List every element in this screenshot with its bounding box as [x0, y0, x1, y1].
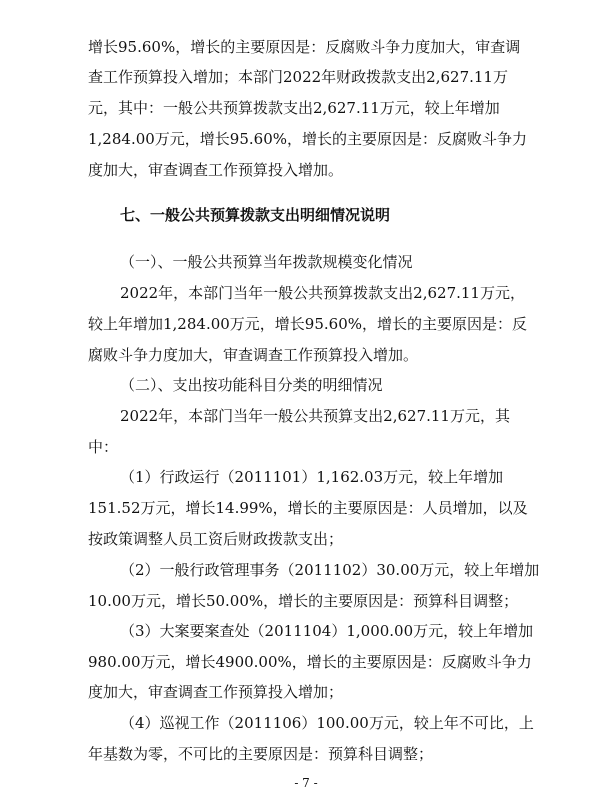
list-item: （4）巡视工作（2011106）100.00万元，较上年不可比，上 — [120, 714, 534, 732]
paragraph-line: 较上年增加1,284.00万元，增长95.60%，增长的主要原因是：反 — [88, 315, 527, 333]
paragraph-line: 2022年，本部门当年一般公共预算拨款支出2,627.11万元， — [120, 284, 525, 302]
paragraph-line: 度加大，审查调查工作预算投入增加。 — [88, 161, 344, 179]
paragraph-line: 增长95.60%，增长的主要原因是：反腐败斗争力度加大，审查调 — [88, 38, 521, 56]
list-item: （2）一般行政管理事务（2011102）30.00万元，较上年增加 — [120, 561, 540, 579]
paragraph-line: 元，其中：一般公共预算拨款支出2,627.11万元，较上年增加 — [88, 99, 500, 117]
paragraph-line: 980.00万元，增长4900.00%，增长的主要原因是：反腐败斗争力 — [88, 653, 532, 671]
subsection-heading: （二）、支出按功能科目分类的明细情况 — [120, 376, 383, 394]
paragraph-line: 2022年，本部门当年一般公共预算支出2,627.11万元，其 — [120, 407, 510, 425]
list-item: （1）行政运行（2011101）1,162.03万元，较上年增加 — [120, 468, 504, 486]
paragraph-line: 年基数为零，不可比的主要原因是：预算科目调整； — [88, 745, 434, 763]
section-heading: 七、一般公共预算拨款支出明细情况说明 — [120, 206, 391, 224]
subsection-heading: （一）、一般公共预算当年拨款规模变化情况 — [120, 253, 413, 271]
paragraph-line: 按政策调整人员工资后财政拨款支出； — [88, 530, 344, 548]
page-number: - 7 - — [294, 776, 318, 790]
list-item: （3）大案要案查处（2011104）1,000.00万元，较上年增加 — [120, 622, 534, 640]
paragraph-line: 查工作预算投入增加；本部门2022年财政拨款支出2,627.11万 — [88, 68, 508, 86]
paragraph-line: 151.52万元，增长14.99%，增长的主要原因是：人员增加，以及 — [88, 499, 528, 517]
paragraph-line: 度加大，审查调查工作预算投入增加； — [88, 683, 344, 701]
paragraph-line: 中： — [88, 438, 119, 456]
paragraph-line: 1,284.00万元，增长95.60%，增长的主要原因是：反腐败斗争力 — [88, 130, 527, 148]
paragraph-line: 10.00万元，增长50.00%，增长的主要原因是：预算科目调整； — [88, 592, 519, 610]
paragraph-line: 腐败斗争力度加大，审查调查工作预算投入增加。 — [88, 346, 419, 364]
